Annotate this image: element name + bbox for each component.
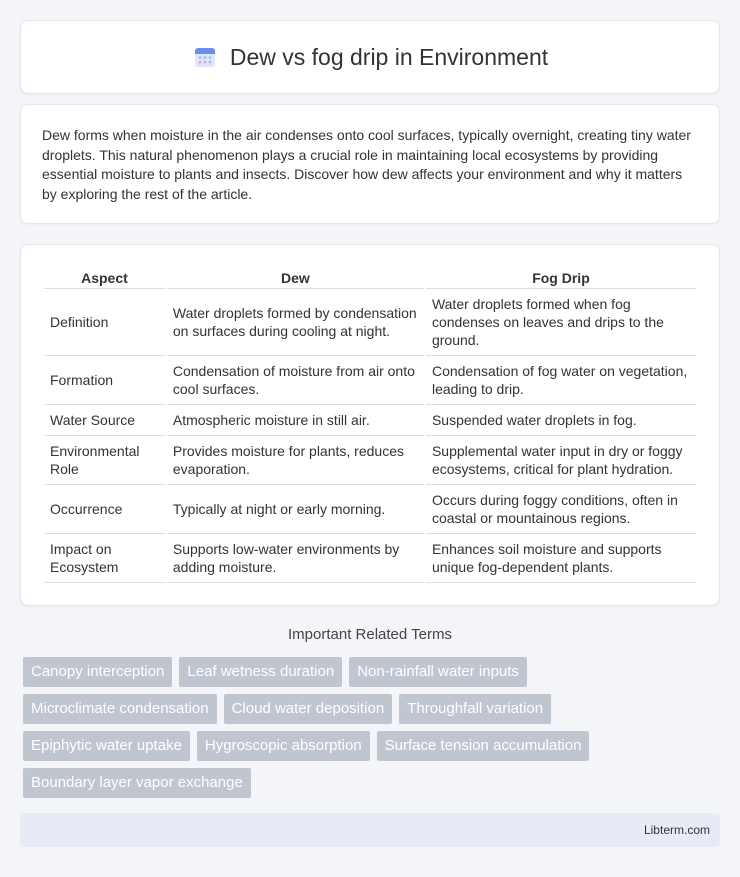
related-term-tag[interactable]: Hygroscopic absorption [197,731,370,761]
row-fog-drip: Condensation of fog water on vegetation, leading to drip. [426,356,696,405]
row-dew: Atmospheric moisture in still air. [167,405,424,436]
row-fog-drip: Water droplets formed when fog condenses on leaves and drips to the ground. [426,289,696,356]
related-term-tag[interactable]: Boundary layer vapor exchange [23,768,251,798]
row-aspect: Impact on Ecosystem [44,534,165,583]
table-row [44,485,696,534]
table-row [44,289,696,356]
row-dew: Typically at night or early morning. [167,485,424,534]
row-aspect: Formation [44,356,165,405]
row-dew: Provides moisture for plants, reduces evaporation. [167,436,424,485]
header-aspect: Aspect [44,267,165,289]
row-aspect: Environmental Role [44,436,165,485]
row-fog-drip: Suspended water droplets in fog. [426,405,696,436]
table-row [44,405,696,436]
intro-text: Dew forms when moisture in the air condenses onto cool surfaces, typically overnight, creating tiny water droplets. This natural phenomenon plays a crucial role in maintaining local ecosystems by providing essential moisture to plants and insects. Discover how dew affects your environment and why it matters by exploring the rest of the article. [42,127,691,202]
comparison-card [20,244,720,606]
calendar-icon [192,44,218,70]
related-term-tag[interactable]: Leaf wetness duration [179,657,342,687]
header-fog-drip: Fog Drip [426,267,696,289]
row-aspect: Definition [44,289,165,356]
related-terms-title: Important Related Terms [288,626,452,643]
footer-brand-link[interactable]: Libterm.com [643,823,710,837]
related-term-tag[interactable]: Epiphytic water uptake [23,731,190,761]
row-dew: Condensation of moisture from air onto cool surfaces. [167,356,424,405]
related-term-tag[interactable]: Cloud water deposition [224,694,393,724]
title-card [20,20,720,94]
related-term-tag[interactable]: Non-rainfall water inputs [349,657,527,687]
intro-card [20,104,720,224]
table-row [44,436,696,485]
header-dew: Dew [167,267,424,289]
comparison-table [42,267,698,583]
related-term-tag[interactable]: Surface tension accumulation [377,731,590,761]
table-row [44,534,696,583]
related-term-tag[interactable]: Canopy interception [23,657,172,687]
page-title: Dew vs fog drip in Environment [229,43,549,70]
related-term-tag[interactable]: Microclimate condensation [23,694,217,724]
footer [20,813,720,847]
row-fog-drip: Supplemental water input in dry or foggy ecosystems, critical for plant hydration. [426,436,696,485]
row-fog-drip: Enhances soil moisture and supports unique fog-dependent plants. [426,534,696,583]
row-dew: Supports low-water environments by adding moisture. [167,534,424,583]
row-fog-drip: Occurs during foggy conditions, often in coastal or mountainous regions. [426,485,696,534]
related-term-tag[interactable]: Throughfall variation [399,694,551,724]
row-aspect: Occurrence [44,485,165,534]
related-terms-list [23,657,723,798]
table-row [44,356,696,405]
row-aspect: Water Source [44,405,165,436]
row-dew: Water droplets formed by condensation on surfaces during cooling at night. [167,289,424,356]
table-header-row [44,267,696,289]
